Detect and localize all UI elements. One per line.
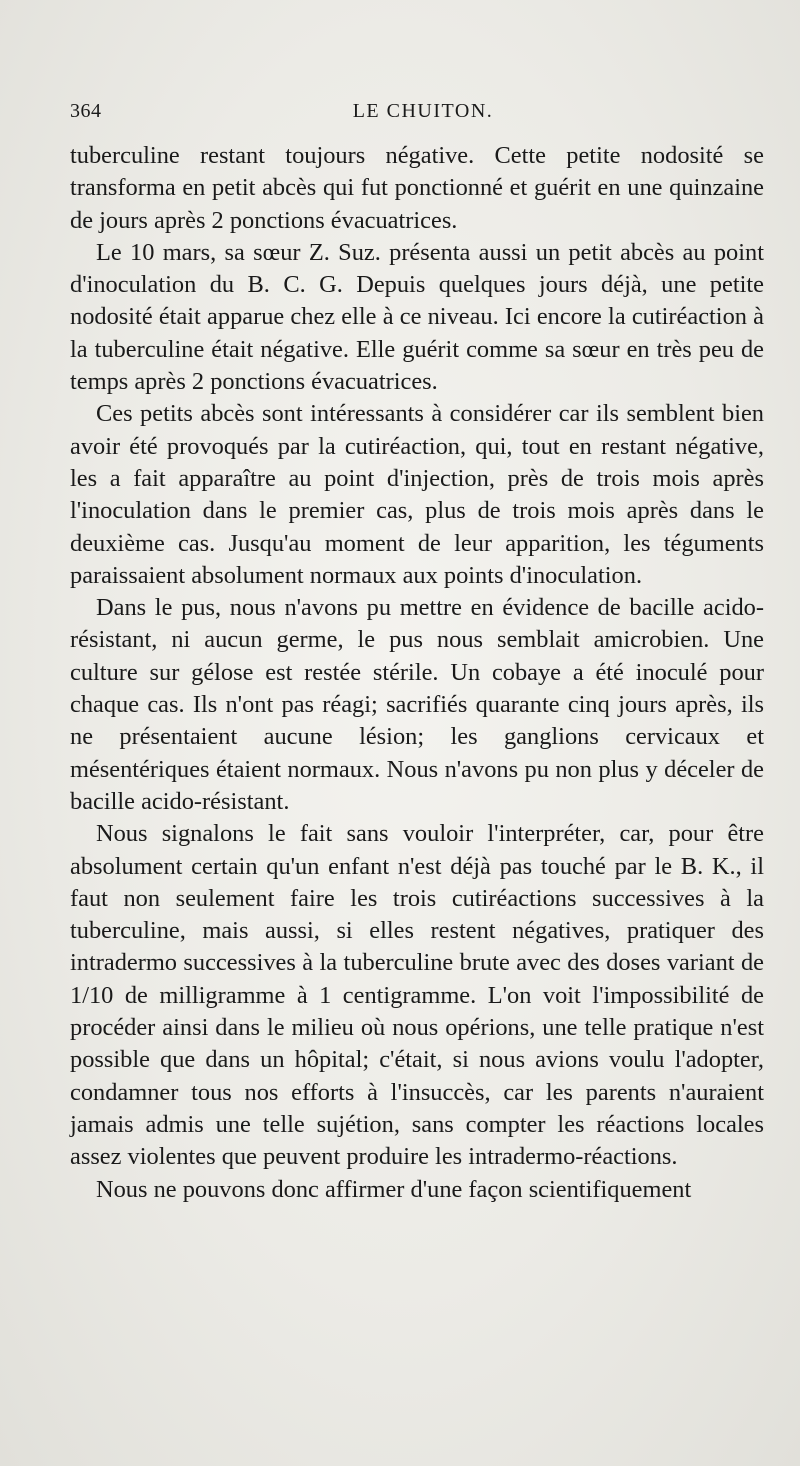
paragraph: Nous signalons le fait sans vouloir l'interpréter, car, pour être absolument certain qu'un enfant n'est déjà pas touché par le B. K., il faut non seulement faire les trois cutiréactions successives à la tuberculine, mais aussi, si elles restent négatives, pratiquer des intradermo successives à la tuberculine brute avec des doses variant de 1/10 de milligramme à 1 centigramme. L'on voit l'impossibilité de procéder ainsi dans le milieu où nous opérions, une telle pratique n'est possible que dans un hôpital; c'était, si nous avions voulu l'adopter, condamner tous nos efforts à l'insuccès, car les parents n'auraient jamais admis une telle sujétion, sans compter les réactions locales assez violentes que peuvent produire les intradermo-réactions. xyxy=(70,820,764,1171)
paragraph: Nous ne pouvons donc affirmer d'une façon scientifiquement xyxy=(96,1175,692,1203)
running-title: LE CHUITON. xyxy=(352,100,494,122)
paragraph: Ces petits abcès sont intéressants à considérer car ils semblent bien avoir été provoqués par la cutiréaction, qui, tout en restant négative, les a fait apparaître au point d'injection, près de trois mois après l'inoculation dans le premier cas, plus de trois mois après dans le deuxième cas. Jusqu'au moment de leur apparition, les téguments paraissaient absolument normaux aux points d'inoculation. xyxy=(70,400,764,589)
paragraph: Le 10 mars, sa sœur Z. Suz. présenta aussi un petit abcès au point d'inoculation du B. C. G. Depuis quelques jours déjà, une petite nodosité était apparue chez elle à ce niveau. Ici encore la cutiréaction à la tuberculine était négative. Elle guérit comme sa sœur en très peu de temps après 2 ponctions évacuatrices. xyxy=(70,238,764,396)
page-header xyxy=(70,100,776,130)
body-text xyxy=(70,140,764,1206)
paragraph: Dans le pus, nous n'avons pu mettre en évidence de bacille acido-résistant, ni aucun germe, le pus nous semblait amicrobien. Une culture sur gélose est restée stérile. Un cobaye a été inoculé pour chaque cas. Ils n'ont pas réagi; sacrifiés quarante cinq jours après, ils ne présentaient aucune lésion; les ganglions cervicaux et mésentériques étaient normaux. Nous n'avons pu non plus y déceler de bacille acido-résistant. xyxy=(70,594,764,815)
paragraph: tuberculine restant toujours négative. Cette petite nodosité se transforma en petit abcès qui fut ponctionné et guérit en une quinzaine de jours après 2 ponctions évacuatrices. xyxy=(70,142,764,234)
page-number: 364 xyxy=(70,100,102,122)
